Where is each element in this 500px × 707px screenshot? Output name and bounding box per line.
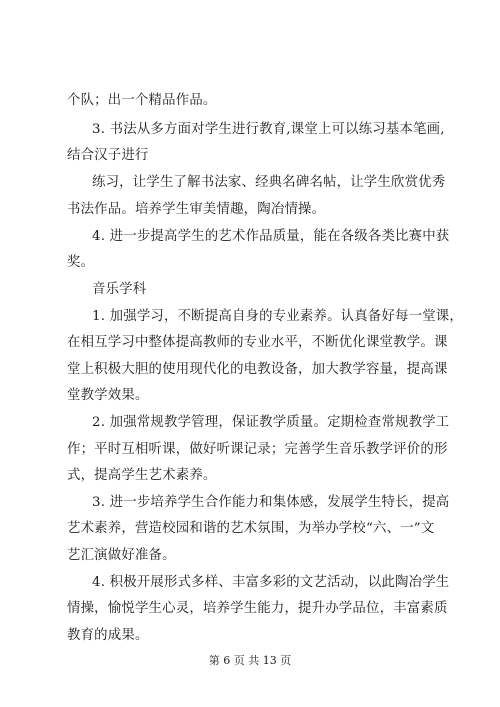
paragraph-line: 堂上积极大胆的使用现代化的电教设备，加大教学容量，提高课 <box>67 362 448 377</box>
paragraph-line: 作；平时互相听课，做好听课记录；完善学生音乐教学评价的形 <box>67 442 448 457</box>
section-heading: 音乐学科 <box>92 282 147 297</box>
paragraph-line: 艺术素养，营造校园和谐的艺术氛围，为举办学校“六、一”文 <box>67 521 435 536</box>
paragraph-line: 个队；出一个精品作品。 <box>67 93 217 108</box>
paragraph-line: 情操，愉悦学生心灵，培养学生能力，提升办学品位，丰富素质 <box>67 601 448 616</box>
paragraph-line: 奖。 <box>67 255 95 270</box>
paragraph-line: 艺汇演做好准备。 <box>67 548 176 563</box>
paragraph-line: 4. 进一步提高学生的艺术作品质量，能在各级各类比赛中获 <box>92 229 450 244</box>
paragraph-line: 2. 加强常规教学管理，保证教学质量。定期检查常规教学工 <box>92 415 450 430</box>
paragraph-line: 3. 书法从多方面对学生进行教育,课堂上可以练习基本笔画, <box>92 122 445 137</box>
paragraph-line: 在相互学习中整体提高教师的专业水平，不断优化课堂教学。课 <box>67 335 448 350</box>
paragraph-line: 书法作品。培养学生审美情趣，陶冶情操。 <box>67 202 326 217</box>
paragraph-line: 式，提高学生艺术素养。 <box>67 468 217 483</box>
paragraph-line: 4. 积极开展形式多样、丰富多彩的文艺活动，以此陶冶学生 <box>92 575 450 590</box>
paragraph-line: 教育的成果。 <box>67 628 149 643</box>
paragraph-line: 结合汉子进行 <box>67 148 149 163</box>
paragraph-line: 练习，让学生了解书法家、经典名碑名帖，让学生欣赏优秀 <box>92 175 446 190</box>
paragraph-line: 1. 加强学习，不断提高自身的专业素养。认真备好每一堂课， <box>92 309 463 324</box>
paragraph-line: 3. 进一步培养学生合作能力和集体感，发展学生特长，提高 <box>92 495 450 510</box>
paragraph-line: 堂教学效果。 <box>67 388 149 403</box>
page-number-footer: 第 6 页 共 13 页 <box>208 654 292 667</box>
